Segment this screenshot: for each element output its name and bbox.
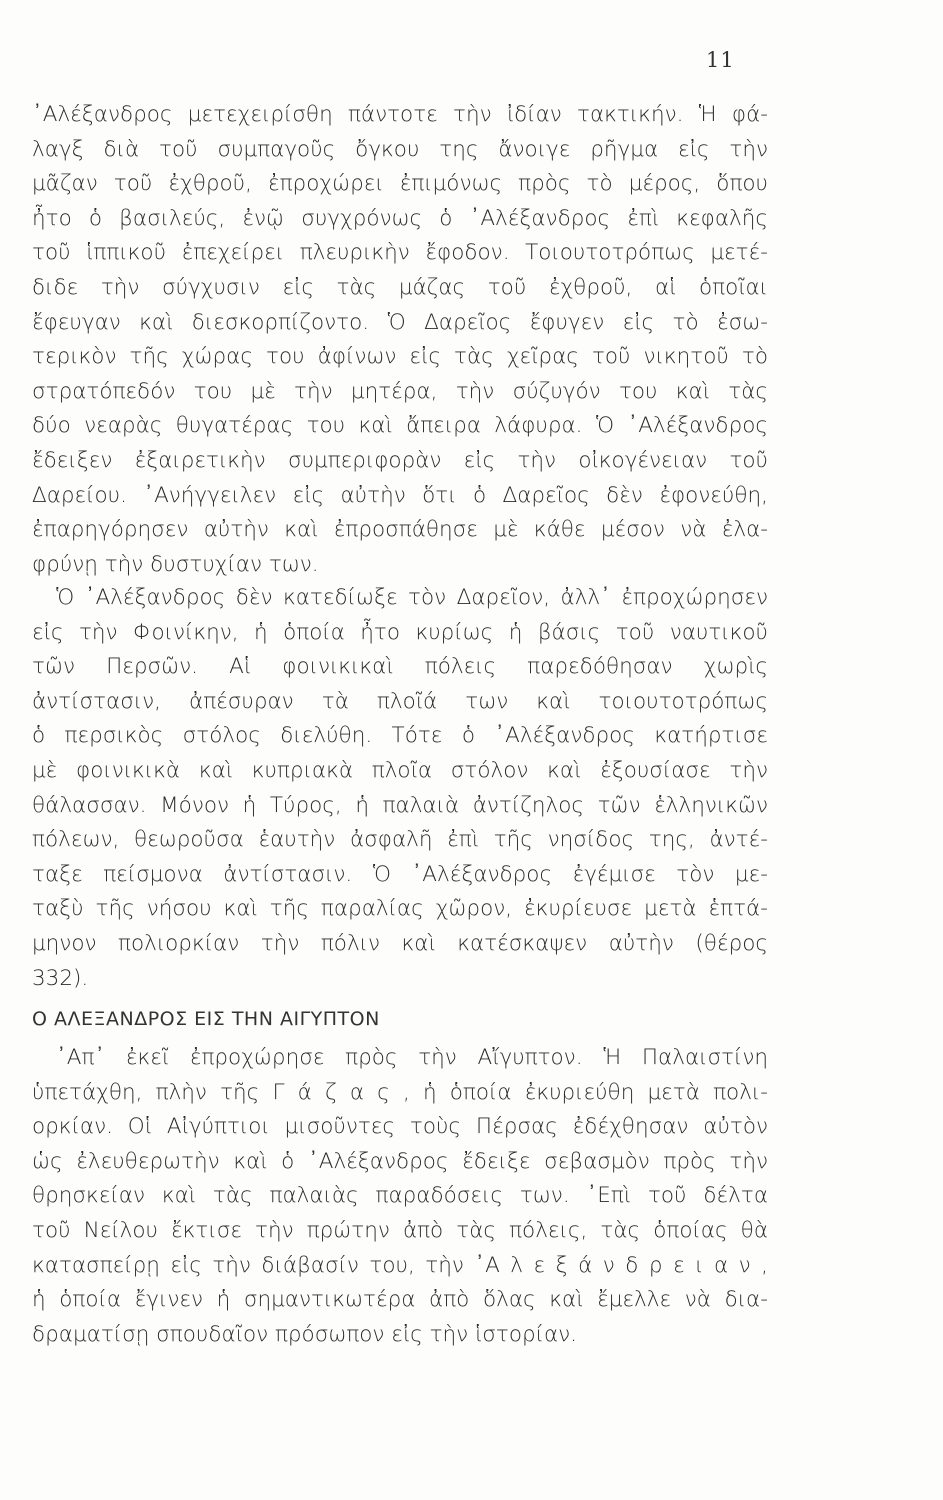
text-line: διδε τὴν σύγχυσιν εἰς τὰς μάζας τοῦ ἐχθροῦ, αἱ ὁποῖαι bbox=[32, 274, 768, 300]
text-line: Ὁ ᾿Αλέξανδρος δὲν κατεδίωξε τὸν Δαρεῖον, ἀλλ᾿ ἐπροχώρησεν bbox=[56, 585, 768, 610]
text-line: ὁ περσικὸς στόλος διελύθη. Τότε ὁ ᾿Αλέξανδρος κατήρτισε bbox=[32, 723, 768, 749]
text-line: Δαρείου. ᾿Ανήγγειλεν εἰς αὐτὴν ὅτι ὁ Δαρεῖος δὲν ἐφονεύθη, bbox=[32, 482, 768, 508]
text-line: μᾶζαν τοῦ ἐχθροῦ, ἐπροχώρει ἐπιμόνως πρὸς τὸ μέρος, ὅπου bbox=[32, 171, 768, 197]
text-line: ᾿Απ᾿ ἐκεῖ ἐπροχώρησε πρὸς τὴν Αἴγυπτον. Ἡ Παλαιστίνη bbox=[56, 1045, 768, 1070]
text-line: μὲ φοινικικὰ καὶ κυπριακὰ πλοῖα στόλον καὶ ἐξουσίασε τὴν bbox=[32, 757, 768, 783]
text-line: ᾿Αλέξανδρος μετεχειρίσθη πάντοτε τὴν ἰδίαν τακτικήν. Ἡ φά- bbox=[32, 102, 768, 127]
text-line: δύο νεαρὰς θυγατέρας του καὶ ἄπειρα λάφυρα. Ὁ ᾿Αλέξανδρος bbox=[32, 413, 768, 439]
text-line: ὡς ἐλευθερωτὴν καὶ ὁ ᾿Αλέξανδρος ἔδειξε σεβασμὸν πρὸς τὴν bbox=[32, 1148, 768, 1174]
text-line: ἔφευγαν καὶ διεσκορπίζοντο. Ὁ Δαρεῖος ἔφυγεν εἰς τὸ ἐσω- bbox=[32, 309, 768, 335]
paragraph-1 bbox=[32, 98, 768, 582]
page-number: 11 bbox=[706, 48, 735, 72]
text-line: μηνον πολιορκίαν τὴν πόλιν καὶ κατέσκαψεν αὐτὴν (θέρος bbox=[32, 930, 768, 956]
text-line: φρύνῃ τὴν δυστυχίαν των. bbox=[32, 551, 319, 577]
text-line: ἐπαρηγόρησεν αὐτὴν καὶ ἐπροσπάθησε μὲ κάθε μέσον νὰ ἐλα- bbox=[32, 517, 768, 543]
text-line: τερικὸν τῆς χώρας του ἀφίνων εἰς τὰς χεῖρας τοῦ νικητοῦ τὸ bbox=[32, 344, 768, 370]
text-line: ὑπετάχθη, πλὴν τῆς Γ ά ζ α ς , ἡ ὁποία ἐκυριεύθη μετὰ πολι- bbox=[32, 1079, 768, 1105]
text-line: ορκίαν. Οἱ Αἰγύπτιοι μισοῦντες τοὺς Πέρσας ἐδέχθησαν αὐτὸν bbox=[32, 1114, 768, 1140]
text-line: ταξε πείσμονα ἀντίστασιν. Ὁ ᾿Αλέξανδρος ἐγέμισε τὸν με- bbox=[32, 861, 768, 887]
paragraph-3 bbox=[32, 1041, 768, 1352]
text-line: ἔδειξεν ἐξαιρετικὴν συμπεριφορὰν εἰς τὴν οἰκογένειαν τοῦ bbox=[32, 447, 768, 473]
text-line: ἦτο ὁ βασιλεύς, ἐνῷ συγχρόνως ὁ ᾿Αλέξανδρος ἐπὶ κεφαλῆς bbox=[32, 205, 768, 231]
text-line: στρατόπεδόν του μὲ τὴν μητέρα, τὴν σύζυγόν του καὶ τὰς bbox=[32, 378, 768, 404]
text-line: ταξὺ τῆς νήσου καὶ τῆς παραλίας χῶρον, ἐκυρίευσε μετὰ ἑπτά- bbox=[32, 896, 768, 922]
text-line: κατασπείρῃ εἰς τὴν διάβασίν του, τὴν ᾿Α λ ε ξ ά ν δ ρ ε ι α ν , bbox=[32, 1252, 768, 1278]
section-heading: Ο ΑΛΕΞΑΝΔΡΟΣ ΕΙΣ ΤΗΝ ΑΙΓΥΠΤΟΝ bbox=[32, 1008, 380, 1030]
text-line: θρησκείαν καὶ τὰς παλαιὰς παραδόσεις των. ᾿Επὶ τοῦ δέλτα bbox=[32, 1183, 768, 1209]
text-line: 332). bbox=[32, 965, 89, 991]
text-line: δραματίσῃ σπουδαῖον πρόσωπον εἰς τὴν ἱστορίαν. bbox=[32, 1321, 578, 1347]
text-line: εἰς τὴν Φοινίκην, ἡ ὁποία ἦτο κυρίως ἡ βάσις τοῦ ναυτικοῦ bbox=[32, 619, 768, 645]
text-line: τοῦ Νείλου ἔκτισε τὴν πρώτην ἀπὸ τὰς πόλεις, τὰς ὁποίας θὰ bbox=[32, 1217, 768, 1243]
text-line: ἀντίστασιν, ἀπέσυραν τὰ πλοῖά των καὶ τοιουτοτρόπως bbox=[32, 688, 768, 714]
text-line: πόλεων, θεωροῦσα ἑαυτὴν ἀσφαλῆ ἐπὶ τῆς νησίδος της, ἀντέ- bbox=[32, 827, 768, 853]
text-line: λαγξ διὰ τοῦ συμπαγοῦς ὄγκου της ἄνοιγε ρῆγμα εἰς τὴν bbox=[32, 136, 768, 162]
text-line: θάλασσαν. Μόνον ἡ Τύρος, ἡ παλαιὰ ἀντίζηλος τῶν ἑλληνικῶν bbox=[32, 792, 768, 818]
text-line: ἡ ὁποία ἔγινεν ἡ σημαντικωτέρα ἀπὸ ὅλας καὶ ἔμελλε νὰ δια- bbox=[32, 1287, 768, 1313]
text-line: τοῦ ἱππικοῦ ἐπεχείρει πλευρικὴν ἔφοδον. Τοιουτοτρόπως μετέ- bbox=[32, 240, 768, 266]
text-line: τῶν Περσῶν. Αἱ φοινικικαὶ πόλεις παρεδόθησαν χωρὶς bbox=[32, 654, 768, 680]
paragraph-2 bbox=[32, 581, 768, 996]
